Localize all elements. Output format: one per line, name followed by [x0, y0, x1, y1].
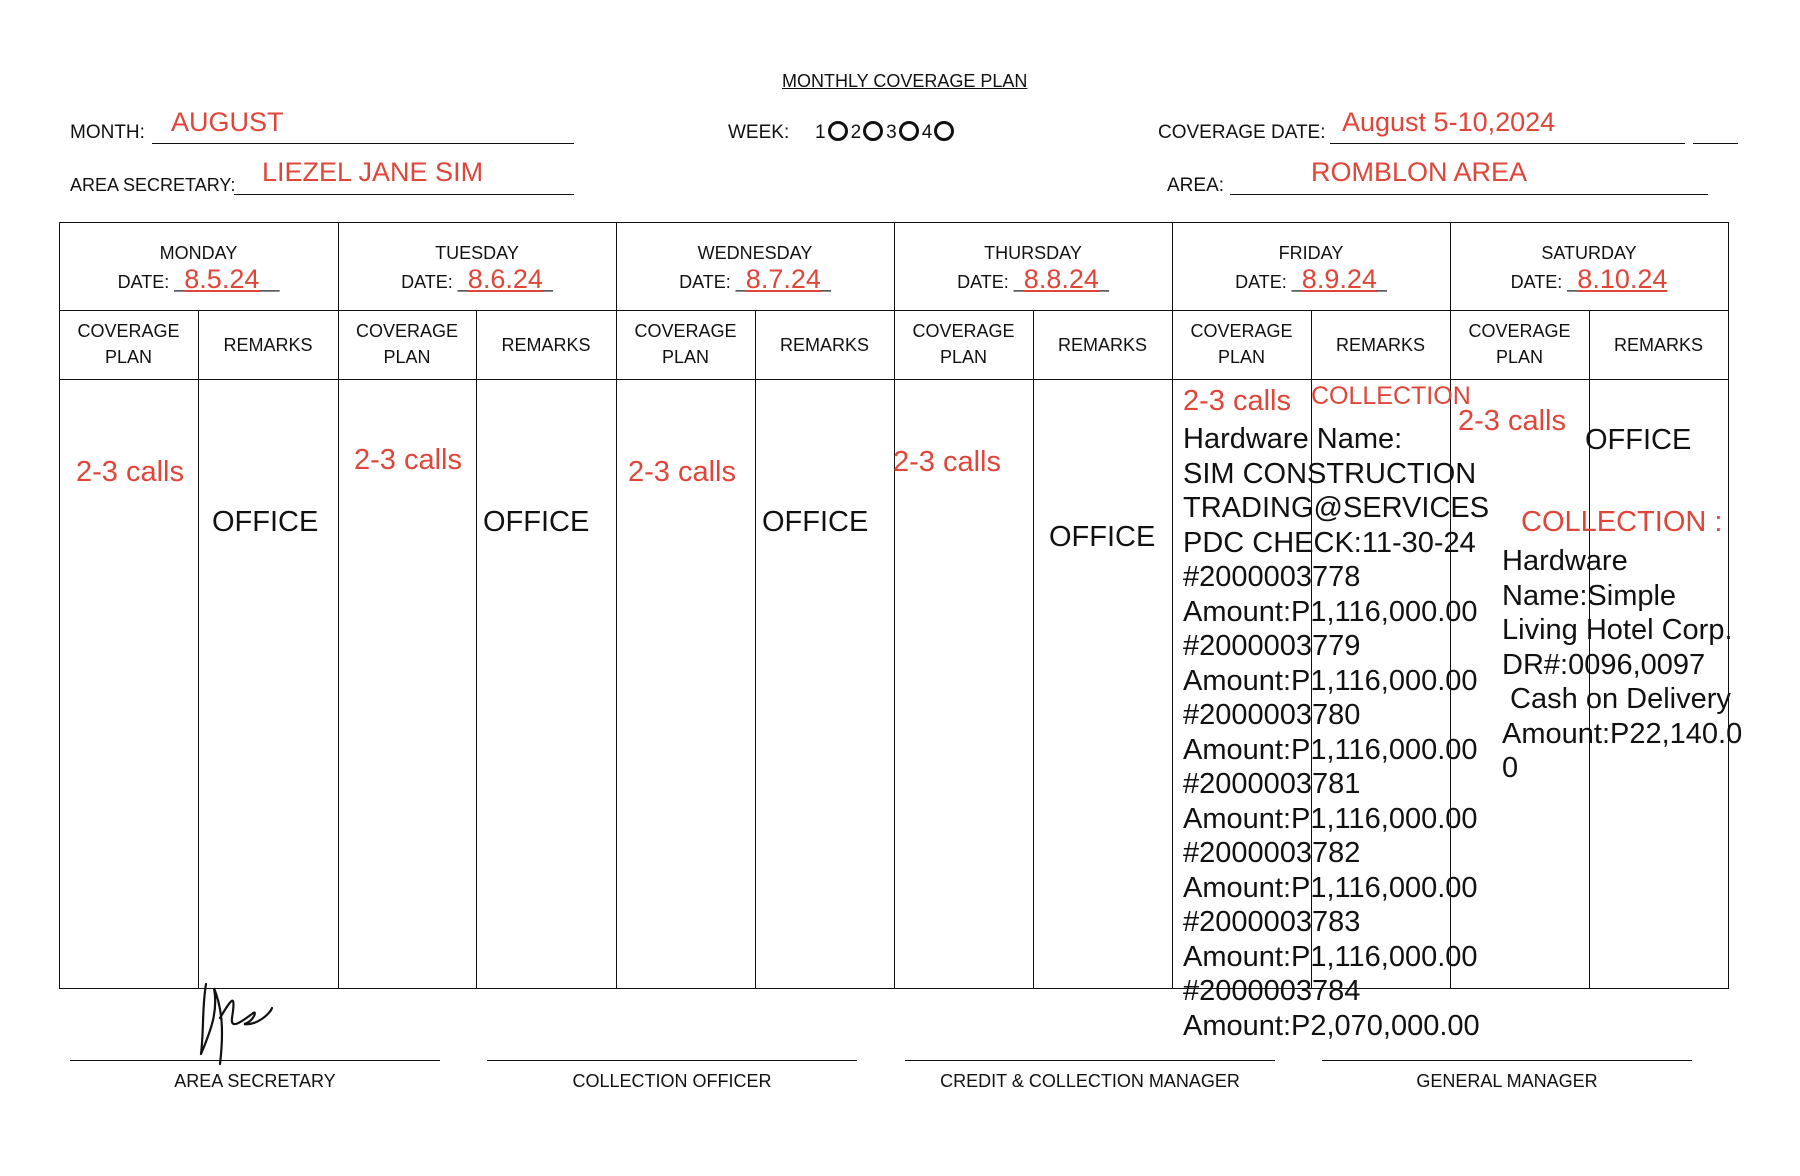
column-divider [476, 310, 477, 988]
area-secretary-label: AREA SECRETARY: [70, 175, 236, 195]
detail-line: DR#:0096,0097 [1502, 648, 1706, 681]
detail-line: Amount:P1,116,000.00 [1183, 871, 1478, 904]
coverage-plan-header: COVERAGE PLAN [355, 321, 459, 367]
saturday-collection-details [1502, 544, 1742, 786]
day-header-wednesday: WEDNESDAY DATE: _8.7.24_ [616, 240, 894, 295]
date-label: DATE: [401, 272, 453, 292]
detail-line: Hardware [1502, 545, 1628, 577]
detail-line: Amount:P1,116,000.00 [1183, 940, 1478, 973]
coverage-plan-header: COVERAGE PLAN [1468, 321, 1571, 367]
wednesday-remarks[interactable]: OFFICE [762, 506, 869, 538]
date-label: DATE: [117, 272, 170, 292]
wednesday-plan[interactable]: 2-3 calls [628, 456, 736, 488]
remarks-header: REMARKS [501, 335, 591, 355]
date-label: DATE: [957, 272, 1009, 292]
coverage-plan-header: COVERAGE PLAN [912, 321, 1015, 367]
detail-line: Amount:P22,140.0 [1502, 717, 1743, 750]
friday-collection-details [1183, 422, 1489, 1043]
column-divider [198, 310, 199, 988]
signature-line-collection-officer [487, 1060, 857, 1061]
saturday-collection-label[interactable]: COLLECTION : [1521, 506, 1723, 538]
day-date[interactable]: 8.5.24 [184, 264, 260, 294]
detail-line: SIM CONSTRUCTION [1183, 457, 1477, 490]
form-title: MONTHLY COVERAGE PLAN [782, 71, 1028, 91]
coverage-date-underline [1330, 143, 1685, 144]
day-header-friday: FRIDAY DATE: _8.9.24_ [1172, 240, 1450, 295]
coverage-date-underline-2 [1693, 143, 1738, 144]
day-name: FRIDAY [1278, 243, 1344, 263]
column-divider [1033, 310, 1034, 988]
detail-line: Amount:P2,070,000.00 [1183, 1009, 1480, 1042]
day-name: MONDAY [159, 243, 238, 263]
detail-line: Amount:P1,116,000.00 [1183, 733, 1478, 766]
signature-label-general-manager: GENERAL MANAGER [1416, 1071, 1598, 1091]
week-4-radio-icon[interactable] [934, 121, 954, 141]
date-label: DATE: [679, 272, 731, 292]
area-value[interactable]: ROMBLON AREA [1311, 157, 1528, 187]
friday-remarks-collection[interactable]: COLLECTION [1311, 382, 1471, 410]
day-header-saturday: SATURDAY DATE: _8.10.24 [1450, 240, 1728, 295]
remarks-header: REMARKS [1335, 335, 1425, 355]
week-option-3-label: 3 [886, 122, 897, 143]
friday-plan[interactable]: 2-3 calls [1183, 385, 1291, 417]
detail-line: #2000003778 [1183, 561, 1361, 593]
detail-line: #2000003782 [1183, 837, 1361, 869]
coverage-plan-header: COVERAGE PLAN [634, 321, 737, 367]
area-underline [1230, 194, 1708, 195]
week-3-radio-icon[interactable] [899, 121, 919, 141]
area-label: AREA: [1167, 175, 1225, 196]
day-date[interactable]: 8.10.24 [1577, 264, 1668, 294]
signature-line-general-manager [1322, 1060, 1692, 1061]
saturday-plan[interactable]: 2-3 calls [1458, 405, 1566, 437]
detail-line: Name:Simple [1502, 579, 1677, 612]
tuesday-plan[interactable]: 2-3 calls [354, 444, 462, 476]
day-date[interactable]: 8.8.24 [1023, 264, 1099, 294]
month-value[interactable]: AUGUST [171, 107, 284, 137]
detail-line: PDC CHECK:11-30-24 [1183, 526, 1476, 559]
remarks-header: REMARKS [779, 335, 869, 355]
handwritten-signature [192, 978, 282, 1068]
remarks-header: REMARKS [223, 335, 313, 355]
day-header-tuesday: TUESDAY DATE: _8.6.24_ [338, 240, 616, 295]
signature-label-area-secretary: AREA SECRETARY [174, 1071, 336, 1091]
week-option-1-label: 1 [815, 122, 826, 143]
detail-line: Amount:P1,116,000.00 [1183, 595, 1478, 628]
monday-plan[interactable]: 2-3 calls [76, 456, 184, 488]
signature-label-credit-manager: CREDIT & COLLECTION MANAGER [940, 1071, 1240, 1091]
day-name: WEDNESDAY [697, 243, 813, 263]
day-name: TUESDAY [435, 243, 519, 263]
area-secretary-value[interactable]: LIEZEL JANE SIM [262, 157, 484, 187]
tuesday-remarks[interactable]: OFFICE [483, 506, 590, 538]
detail-line: #2000003783 [1183, 906, 1361, 938]
week-label: WEEK: [728, 122, 790, 143]
monday-remarks[interactable]: OFFICE [212, 506, 319, 538]
coverage-date-value[interactable]: August 5-10,2024 [1342, 107, 1556, 137]
remarks-header: REMARKS [1057, 335, 1147, 355]
thursday-remarks[interactable]: OFFICE [1049, 521, 1156, 553]
detail-line: #2000003780 [1183, 699, 1361, 731]
month-label: MONTH: [70, 122, 145, 143]
coverage-plan-header: COVERAGE PLAN [77, 321, 180, 367]
day-header-thursday: THURSDAY DATE: _8.8.24_ [894, 240, 1172, 295]
week-option-2-label: 2 [850, 122, 862, 143]
detail-line: #2000003781 [1183, 768, 1361, 800]
day-name: SATURDAY [1541, 243, 1637, 263]
week-options[interactable] [815, 121, 957, 144]
day-header-monday: MONDAY DATE: _8.5.24__ [59, 240, 338, 295]
signature-label-collection-officer: COLLECTION OFFICER [572, 1071, 772, 1091]
detail-line: Cash on Delivery [1502, 683, 1731, 715]
detail-line: Living Hotel Corp. [1502, 614, 1733, 646]
day-date[interactable]: 8.9.24 [1301, 264, 1377, 294]
area-secretary-underline [234, 194, 574, 195]
week-option-4-label: 4 [921, 122, 933, 143]
date-label: DATE: [1510, 272, 1563, 292]
coverage-date-label: COVERAGE DATE: [1158, 122, 1326, 143]
remarks-header: REMARKS [1613, 335, 1703, 355]
detail-line: Amount:P1,116,000.00 [1183, 802, 1478, 835]
detail-line: #2000003784 [1183, 975, 1361, 1007]
date-label: DATE: [1235, 272, 1287, 292]
thursday-plan[interactable]: 2-3 calls [893, 446, 1001, 478]
week-1-radio-icon[interactable] [828, 121, 848, 141]
day-date[interactable]: 8.6.24 [467, 264, 543, 294]
detail-line: Hardware Name: [1183, 423, 1403, 455]
column-divider [755, 310, 756, 988]
month-underline [152, 143, 574, 144]
detail-line: 0 [1502, 752, 1519, 784]
day-name: THURSDAY [984, 243, 1082, 263]
week-2-radio-icon[interactable] [863, 121, 883, 141]
detail-line: #2000003779 [1183, 630, 1361, 662]
detail-line: Amount:P1,116,000.00 [1183, 664, 1478, 697]
signature-line-credit-manager [905, 1060, 1275, 1061]
coverage-plan-header: COVERAGE PLAN [1190, 321, 1293, 367]
day-date[interactable]: 8.7.24 [745, 264, 821, 294]
saturday-remarks[interactable]: OFFICE [1585, 424, 1692, 456]
detail-line: TRADING@SERVICES [1183, 492, 1490, 524]
